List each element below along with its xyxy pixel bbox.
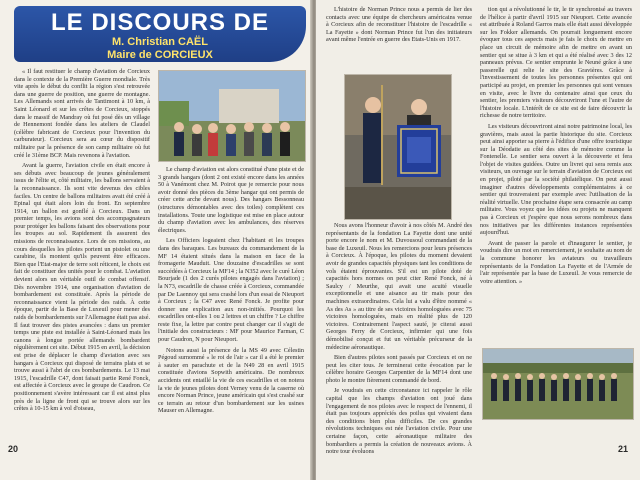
author-role: Maire de CORCIEUX — [107, 49, 213, 61]
page-number-right: 21 — [617, 444, 628, 454]
paragraph: Les visiteurs découvriront ainsi notre patrimoine local, les gravières, mais aussi la partie historique du site. Corcieux peut ainsi apporter sa pierre à l'édifice d'une offre touristique sur la Déodatie au côté des sites de mémoire comme la Fontenelle. Le sentier sera ouvert à la découverte et fera l'objet de visites guidées. Outre un livret qui sera remis aux visiteurs, un ouvrage sur le terrain d'aviation de Corcieux est en projet, piloté par la société philatélique. On peut aussi imaginer d'autres développements complémentaires à ce sentier qui trouveraient par exemple avec l'utilisation de la réalité virtuelle. Une prochaine étape sera consacrée au camp militaire. Vous voyez que les idées ou projets ne manquent pas à Corcieux et j'espère que nous serons nombreux dans nos initiatives par les différentes instances représentées aujourd'hui. — [480, 122, 632, 237]
paragraph: tion qui a révolutionné le tir, le tir synchronisé au travers de l'hélice à partir d'avril 1915 sur Nieuport. Cette avancée est attribuée à Roland Garros mais elle était aussi développée sur les Fokker allemands. On pourrait longuement encore évoquer tous ces aspects mais je fais le choix de mettre en place un circuit de mémoire afin de mettre en avant un sentier qui se situe à 3 km et qui a été réalisé avec 3 des 12 panneaux prévus. Ce sentier emprunte le Neuné grâce à une passerelle qui relie le site des Gravières. Grâce à l'investissement de toutes les personnes présentes qui ont participé au projet, en premier les personnes qui sont venues en visite, avec le livre du centenaire ainsi que ceux du sentier, les premiers visiteurs découvriront l'une et l'autre de l'histoire locale. L'intérêt de ce site est de faire découvrir la richesse de notre territoire. — [480, 6, 632, 120]
page-title: LE DISCOURS DE — [50, 9, 270, 36]
page-number-left: 20 — [8, 444, 19, 454]
paragraph: « Il faut restituer le champ d'aviation de Corcieux dans le contexte de la Première Guerre mondiale. Très vite après le début du conflit la région s'est retrouvée dans une guerre de position, une guerre de montagne. Les Allemands sont arrivés de Tantimont à 10 km, à Saint Léonard et sur les crêtes de Corcieux, stoppés dans le massif de Mandray où fut posé dès un village de Hennemont fondée dans les ateliers de Claudel (célèbre fabricant de Corcieux pour l'invention du carburateur). Corcieux sera au cœur du dispositif militaire par la présence de son camp militaire où fut créé le 31ème BCP. Mais revenons à l'aviation. — [14, 68, 150, 159]
author-name: M. Christian CAËL — [112, 36, 208, 48]
ceremony-photo — [158, 70, 306, 162]
left-page — [0, 0, 312, 480]
right-page — [316, 0, 640, 480]
paragraph: Notons aussi la présence de la MS 49 avec Célestin Pégoud surnommé « le roi de l'air » car il a été le premier à sauter en parachute et de la N49 28 en avril 1915 constituée d'avions Sopwith américains. De nombreux accidents ont entaillé la vie de ces escadrilles et on notera la vie de jeunes pilotes dont Verney venu de la caserne où encore Norman Prince, jeune américain qui s'est crashé sur ce terrain au retour d'un bombardement sur les usines Mauser en Allemagne. — [158, 346, 304, 415]
paragraph: Avant de passer la parole et d'inaugurer le sentier, je voudrais dire un mot en remerciement, je souhaite au nom de la commune honorer les aviateurs ou travailleurs représentants de la Fondation La Fayette et de l'Armée de l'air représentée par la base de Luxeuil. Je vous remercie de votre attention. » — [480, 239, 632, 285]
flag-photo — [344, 74, 452, 220]
paragraph: Nous avons l'honneur d'avoir à nos côtés M. André des représentants de la fondation La Fayette dont une unité porte encore le nom et M. Duvousoul commandant de la base de Luxeuil. Nous les remercions pour leurs présences à Corcieux. À l'époque, les pilotes du moment devaient avoir de grandes capacités physiques tant les conditions de vols étaient éprouvantes. S'il est un pilote doté de capacités hors normes on peut citer René Fonck, né à Saulcy / Meurthe, qui avait une acuité visuelle exceptionnelle et une aisance au tir mais pour des machines extraordinaires. Cela lui a valu d'être nommé « As des As » au titre de ses victoires homologuées avec 75 victoires homologuées, mais en réalité plus de 120 victoires. Contrairement l'aspect sauté, je citerai aussi Georges Ferry de Corcieux, infirmier qui une fois démobilisé conçut et fut un véritable précurseur de la médecine aéronautique. — [326, 222, 472, 351]
left-column-1 — [14, 68, 150, 440]
right-column-1-bottom — [326, 222, 472, 456]
left-column-2 — [158, 166, 304, 440]
right-column-1-top — [326, 6, 472, 72]
paragraph: Je voudrais en cette circonstance ici rappeler le rôle capital que les champs d'aviation ont joué dans l'engagement de nos pilotes avec le respect de l'ennemi, il était pas toujours appréciés des poilus qui vivaient dans des conditions bien plus difficiles. De ces grandes révolutions techniques est née l'aviation civile. Pour une certaine façon, cette aéronautique militaire des bombardiers a permis la création de nouveaux avions. À notre tour évoluons — [326, 387, 472, 456]
right-column-2 — [480, 6, 632, 344]
paragraph: Les Officiers logeaient chez l'habitant et les troupes dans des baraques. Les bureaux du commandement de la MF 14 étaient situés dans la maison en face de la fromagerie Mauduit. Une douzaine d'escadrilles se sont succédées à Corcieux la MF14 ; la N352 avec le curé Léon Bourjade (1 des 2 curés pilotes engagés dans l'aviation) ; la N73, escadrille de chasse créée à Corcieux, commandée par De Laennoy qui sera crashé lors d'un essai de Nieuport à Corcieux ; la C47 avec René Fonck. Je profite pour donner une explication aux non-initiés. Pourquoi les escadrilles ont-elles 1 ou 2 lettres et un chiffre ? Le chiffre reste fixe, la lettre par contre peut changer car il s'agit de l'initiale des constructeurs : MF pour Maurice Farman, C pour Caudron, N pour Nieuport. — [158, 237, 304, 344]
marching-band-photo — [482, 348, 634, 420]
title-banner — [14, 6, 306, 62]
paragraph: Le champ d'aviation est alors constitué d'une piste et de 3 grands hangars (dont 2 ont existé encore dans les années 50 à Vanémont chez M. Poirot que je remercie pour nous avoir donné des pièces du 3ème hangar qui ont permis de créer cette arche devant nous). Des hangars Bessonneau (structures démontables avec des toiles) complètent ces installations. Toute une logistique est mise en place autour du champ d'aviation avec les ambulances, des réserves électriques. — [158, 166, 304, 234]
paragraph: Avant la guerre, l'aviation civile en était encore à ses débuts avec beaucoup de jeunes généralement issus de l'élite et, côté militaire, les ballons servaient à la reconnaissance. Ils sont vite devenus des cibles faciles. Un centre de ballons militaires avait été créé à Epinal qui était alors loin du front. En septembre 1914, un ballon est gonflé à Corcieux. Dans un premier temps, les avions sont des accompagnateurs pour protéger les ballons faisant des observations pour les troupes au sol. Rapidement ils assurent des missions de reconnaissance. Lors de ces missions, au cours desquelles les pilotes portent un pistolet ou une carabine, ils montent qu'ils peuvent être efficaces. Bien que l'Etat-major de terre soit réticent, le choix est fait de constituer des unités pour le combat. L'aviation devient alors un véritable outil de combat offensif. Dès novembre 1914, une organisation d'aviation de bombardement est constituée. Après la période de reconnaissance vient la période des raids. À cette époque, partir de la Base de Luxeuil pour mener des raids de bombardements sur l'Allemagne était pas aisé. Il faut trouver des pistes avancées : dans un premier temps une piste est installée à Saint-Léonard mais les canons à longue portée allemands bombardent régulièrement cet site. Début 1915 en avril, la décision est prise de déplacer le champ d'aviation avec ses hangars à Corcieux qui disposé de terrains plats et se trouve aussi à l'abri de ces bombardements. Le 13 mai 1915, l'escadrille C47, dont faisait partie René Fonck, est affectée à Corcieux avec le groupe de Caudron. Ce positionnement s'avère intéressant car il est ainsi plus près de la ligne de front qui se trouve alors sur les crêtes à 10-15 km à vol d'oiseau, — [14, 162, 150, 413]
paragraph: Bien d'autres pilotes sont passés par Corcieux et on ne peut les citer tous. Je terminerai cette évocation par le célèbre horaire Georges Carpentier de la MF14 dont une photo le montre fièrement commandé de bord. — [326, 354, 472, 384]
paragraph: L'histoire de Norman Prince nous a permis de lier des contacts avec une équipe de chercheurs américains venue à Corcieux afin de reconstituer l'histoire de l'escadrille « La Fayette » dont Norman Prince fut l'un des initiateurs avant même l'entrée en guerre des Etats-Unis en 1917. — [326, 6, 472, 44]
